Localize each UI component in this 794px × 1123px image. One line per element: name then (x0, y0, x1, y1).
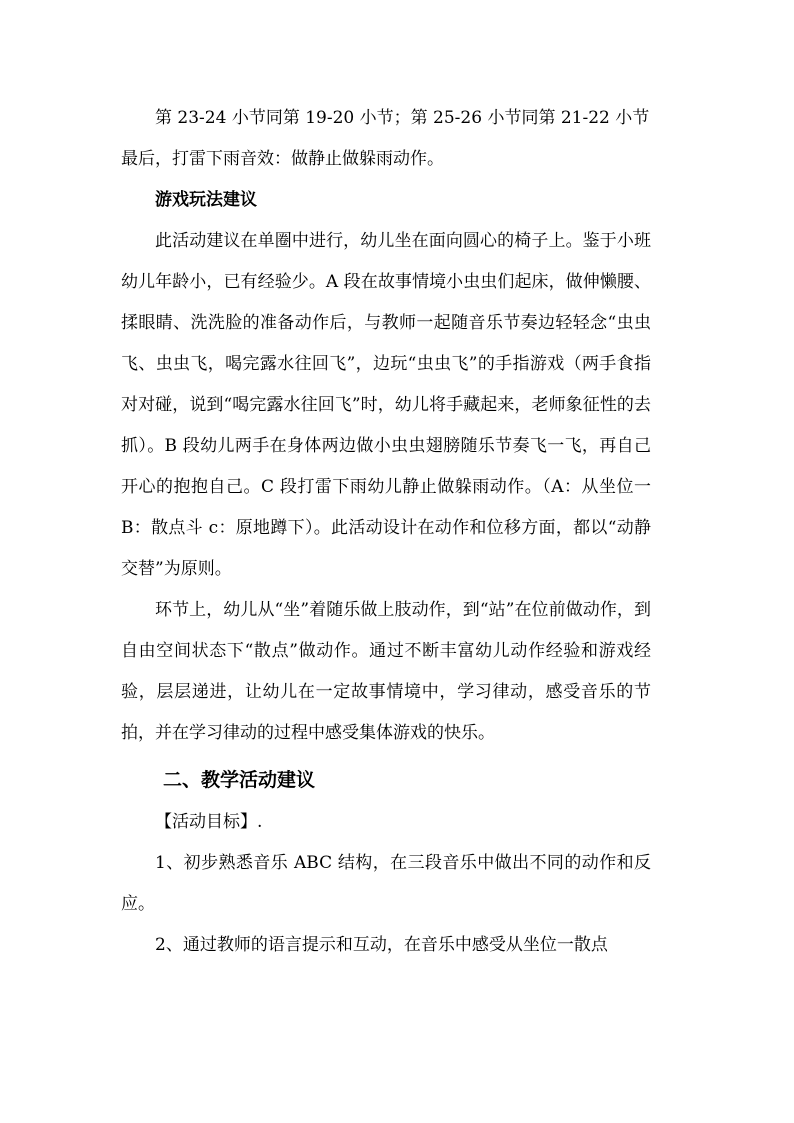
paragraph-goal-2: 2、通过教师的语言提示和互动，在音乐中感受从坐位一散点 (155, 935, 608, 955)
paragraph-ending: 最后，打雷下雨音效：做静止做躲雨动作。 (121, 149, 444, 169)
document-body (121, 98, 651, 966)
paragraph-bar-mapping: 第 23-24 小节同第 19-20 小节；第 25-26 小节同第 21-22 小节 (155, 108, 650, 128)
section-heading-game-suggestions: 游戏玩法建议 (155, 190, 257, 210)
paragraph-goal-1: 1、初步熟悉音乐 ABC 结构，在三段音乐中做出不同的动作和反应。 (121, 853, 651, 914)
paragraph-game-description: 此活动建议在单圈中进行，幼儿坐在面向圆心的椅子上。鉴于小班幼儿年龄小，已有经验少。A 段在故事情境小虫虫们起床，做伸懒腰、揉眼睛、洗洗脸的准备动作后，与教师一起随音乐节奏边轻轻念“虫虫飞、虫虫飞，喝完露水往回飞”，边玩“虫虫飞”的手指游戏（两手食指对对碰，说到“喝完露水往回飞”时，幼儿将手藏起来，老师象征性的去抓）。B 段幼儿两手在身体两边做小虫虫翅膀随乐节奏飞一飞，再自己开心的抱抱自己。C 段打雷下雨幼儿静止做躲雨动作。（A：从坐位一 B：散点斗 c：原地蹲下）。此活动设计在动作和位移方面，都以“动静交替”为原则。 (121, 231, 651, 579)
paragraph-activity-progression: 环节上，幼儿从“坐”着随乐做上肢动作，到“站”在位前做动作，到自由空间状态下“散点”做动作。通过不断丰富幼儿动作经验和游戏经验，层层递进，让幼儿在一定故事情境中，学习律动，感受音乐的节拍，并在学习律动的过程中感受集体游戏的快乐。 (121, 600, 651, 743)
section-heading-teaching-suggestions: 二、教学活动建议 (163, 769, 316, 791)
paragraph-activity-goals-label: 【活动目标】. (155, 812, 263, 832)
